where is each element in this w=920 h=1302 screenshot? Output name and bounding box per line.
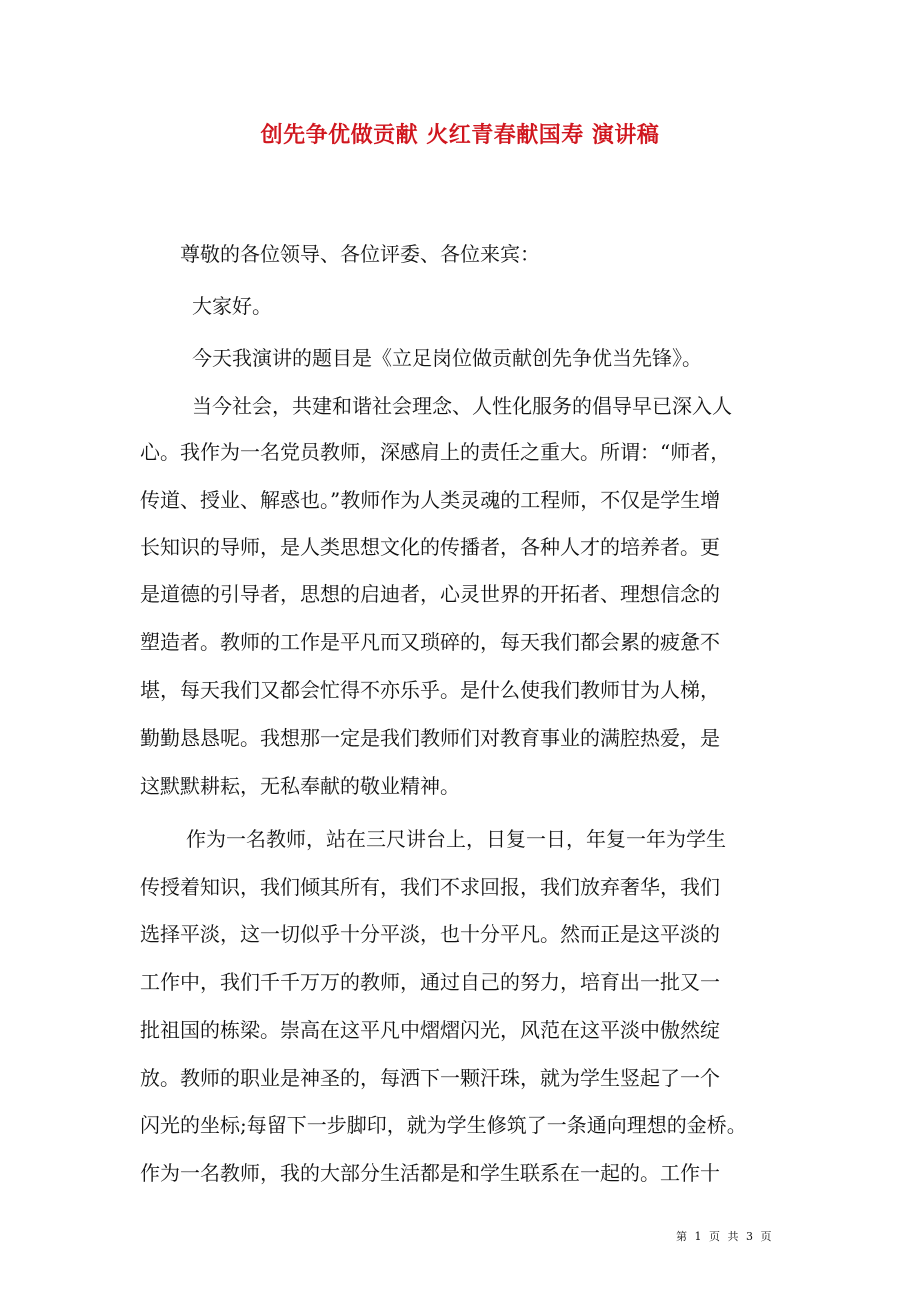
paragraph1-line: 传道、授业、解惑也。”教师作为人类灵魂的工程师，不仅是学生增 bbox=[140, 488, 721, 512]
paragraph2-line: 作为一名教师，我的大部分生活都是和学生联系在一起的。工作十 bbox=[140, 1161, 720, 1185]
paragraph2-line: 批祖国的栋梁。崇高在这平凡中熠熠闪光，风范在这平淡中傲然绽 bbox=[140, 1018, 720, 1042]
greeting-line: 大家好。 bbox=[192, 294, 272, 318]
topic-line: 今天我演讲的题目是《立足岗位做贡献创先争优当先锋》。 bbox=[192, 346, 702, 370]
document-title: 创先争优做贡献 火红青春献国寿 演讲稿 bbox=[260, 122, 660, 148]
paragraph1-line: 长知识的导师，是人类思想文化的传播者，各种人才的培养者。更 bbox=[140, 535, 720, 559]
paragraph1-line: 勤勤恳恳呢。我想那一定是我们教师们对教育事业的满腔热爱，是 bbox=[140, 726, 720, 750]
paragraph1-line: 心。我作为一名党员教师，深感肩上的责任之重大。所谓：“师者， bbox=[140, 440, 731, 464]
paragraph1-line: 当今社会，共建和谐社会理念、人性化服务的倡导早已深入人 bbox=[192, 394, 732, 418]
paragraph1-line: 塑造者。教师的工作是平凡而又琐碎的，每天我们都会累的疲惫不 bbox=[140, 630, 720, 654]
paragraph2-line: 传授着知识，我们倾其所有，我们不求回报，我们放弃奢华，我们 bbox=[140, 875, 720, 899]
paragraph1-line: 堪，每天我们又都会忙得不亦乐乎。是什么使我们教师甘为人梯， bbox=[140, 678, 720, 702]
paragraph2-line: 闪光的坐标;每留下一步脚印，就为学生修筑了一条通向理想的金桥。 bbox=[140, 1113, 747, 1137]
paragraph2-line: 放。教师的职业是神圣的，每洒下一颗汗珠，就为学生竖起了一个 bbox=[140, 1066, 720, 1090]
paragraph1-line: 这默默耕耘，无私奉献的敬业精神。 bbox=[140, 774, 460, 798]
paragraph1-line: 是道德的引导者，思想的启迪者，心灵世界的开拓者、理想信念的 bbox=[140, 582, 720, 606]
paragraph2-line: 工作中，我们千千万万的教师，通过自己的努力，培育出一批又一 bbox=[140, 970, 720, 994]
salutation-line: 尊敬的各位领导、各位评委、各位来宾： bbox=[180, 242, 540, 266]
paragraph2-line: 作为一名教师，站在三尺讲台上，日复一日，年复一年为学生 bbox=[186, 827, 726, 851]
paragraph2-line: 选择平淡，这一切似乎十分平淡，也十分平凡。然而正是这平淡的 bbox=[140, 922, 720, 946]
page-number: 第 1 页 共 3 页 bbox=[676, 1230, 774, 1243]
